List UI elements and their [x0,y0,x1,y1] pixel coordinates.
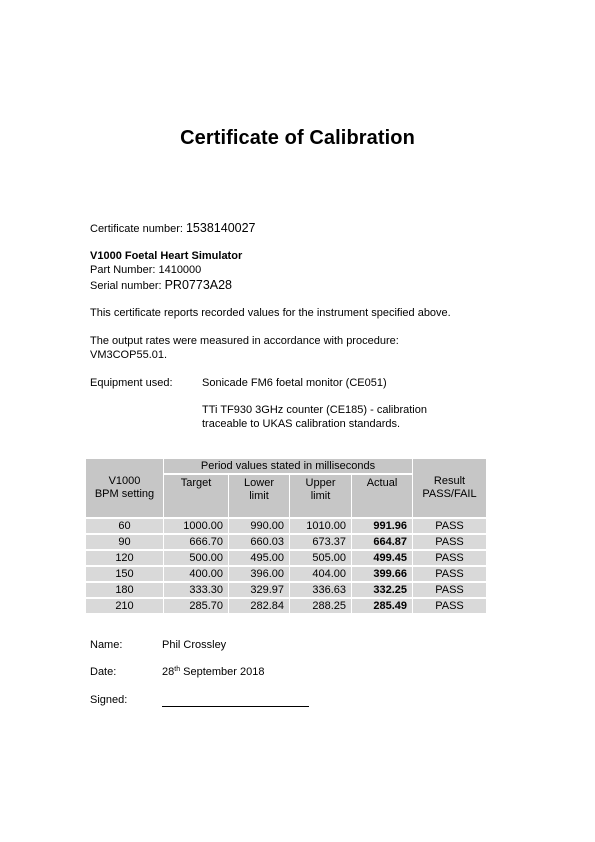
signed-label: Signed: [90,694,128,706]
equipment-item-1: Sonicade FM6 foetal monitor (CE051) [202,377,387,389]
header-lower-limit: Lower limit [229,475,289,517]
table-row [86,567,486,581]
cell-target: 500.00 [164,551,228,565]
cell-actual: 664.87 [352,535,412,549]
cell-lower-limit: 282.84 [229,599,289,613]
equipment-item-2-line1: TTi TF930 3GHz counter (CE185) - calibration [202,404,427,416]
procedure-statement-line2: VM3COP55.01. [90,349,168,361]
cell-lower-limit: 329.97 [229,583,289,597]
header-bpm-setting: V1000 BPM setting [86,459,163,517]
procedure-statement-line1: The output rates were measured in accordance with procedure: [90,335,399,347]
name-label: Name: [90,639,123,651]
cell-result: PASS [413,551,486,565]
cell-target: 285.70 [164,599,228,613]
header-upper-limit: Upper limit [290,475,351,517]
cell-bpm: 90 [86,535,163,549]
cell-lower-limit: 660.03 [229,535,289,549]
cell-bpm: 210 [86,599,163,613]
certificate-number-value: 1538140027 [185,221,256,235]
cell-actual: 332.25 [352,583,412,597]
cell-upper-limit: 673.37 [290,535,351,549]
date-day: 28 [162,666,175,678]
cell-lower-limit: 990.00 [229,519,289,533]
equipment-item-2-line2: traceable to UKAS calibration standards. [202,418,401,430]
header-period-values: Period values stated in milliseconds [164,459,412,473]
cell-actual: 499.45 [352,551,412,565]
equipment-label: Equipment used: [90,377,173,389]
cell-upper-limit: 288.25 [290,599,351,613]
product-name: V1000 Foetal Heart Simulator [90,250,243,262]
cell-result: PASS [413,519,486,533]
header-actual: Actual [352,475,412,517]
reports-statement: This certificate reports recorded values for the instrument specified above. [90,307,451,319]
cell-upper-limit: 505.00 [290,551,351,565]
cell-lower-limit: 495.00 [229,551,289,565]
table-row [86,535,486,549]
cell-target: 1000.00 [164,519,228,533]
name-value: Phil Crossley [162,639,227,651]
cell-result: PASS [413,535,486,549]
date-month-year: September 2018 [180,666,265,678]
cell-target: 666.70 [164,535,228,549]
table-row [86,551,486,565]
cell-target: 400.00 [164,567,228,581]
serial-number-line [90,278,232,292]
header-result: Result PASS/FAIL [413,459,486,517]
certificate-number-label: Certificate number: [90,223,186,235]
cell-result: PASS [413,567,486,581]
table-row [86,519,486,533]
cell-result: PASS [413,599,486,613]
date-label: Date: [90,666,117,678]
cell-bpm: 120 [86,551,163,565]
page-title: Certificate of Calibration [180,127,415,149]
cell-bpm: 180 [86,583,163,597]
signature-line [162,706,309,707]
header-target: Target [164,475,228,517]
cell-upper-limit: 404.00 [290,567,351,581]
date-value [162,666,264,678]
cell-result: PASS [413,583,486,597]
certificate-number-line [90,221,256,235]
cell-upper-limit: 336.63 [290,583,351,597]
cell-lower-limit: 396.00 [229,567,289,581]
cell-bpm: 150 [86,567,163,581]
cell-bpm: 60 [86,519,163,533]
serial-number-value: PR0773A28 [164,278,233,292]
cell-actual: 285.49 [352,599,412,613]
cell-actual: 991.96 [352,519,412,533]
cell-upper-limit: 1010.00 [290,519,351,533]
cell-actual: 399.66 [352,567,412,581]
table-row [86,599,486,613]
table-row [86,583,486,597]
serial-number-label: Serial number: [90,280,165,292]
cell-target: 333.30 [164,583,228,597]
calibration-results-table [85,457,487,615]
date-day-suffix: th [174,666,181,673]
part-number: Part Number: 1410000 [90,264,202,276]
